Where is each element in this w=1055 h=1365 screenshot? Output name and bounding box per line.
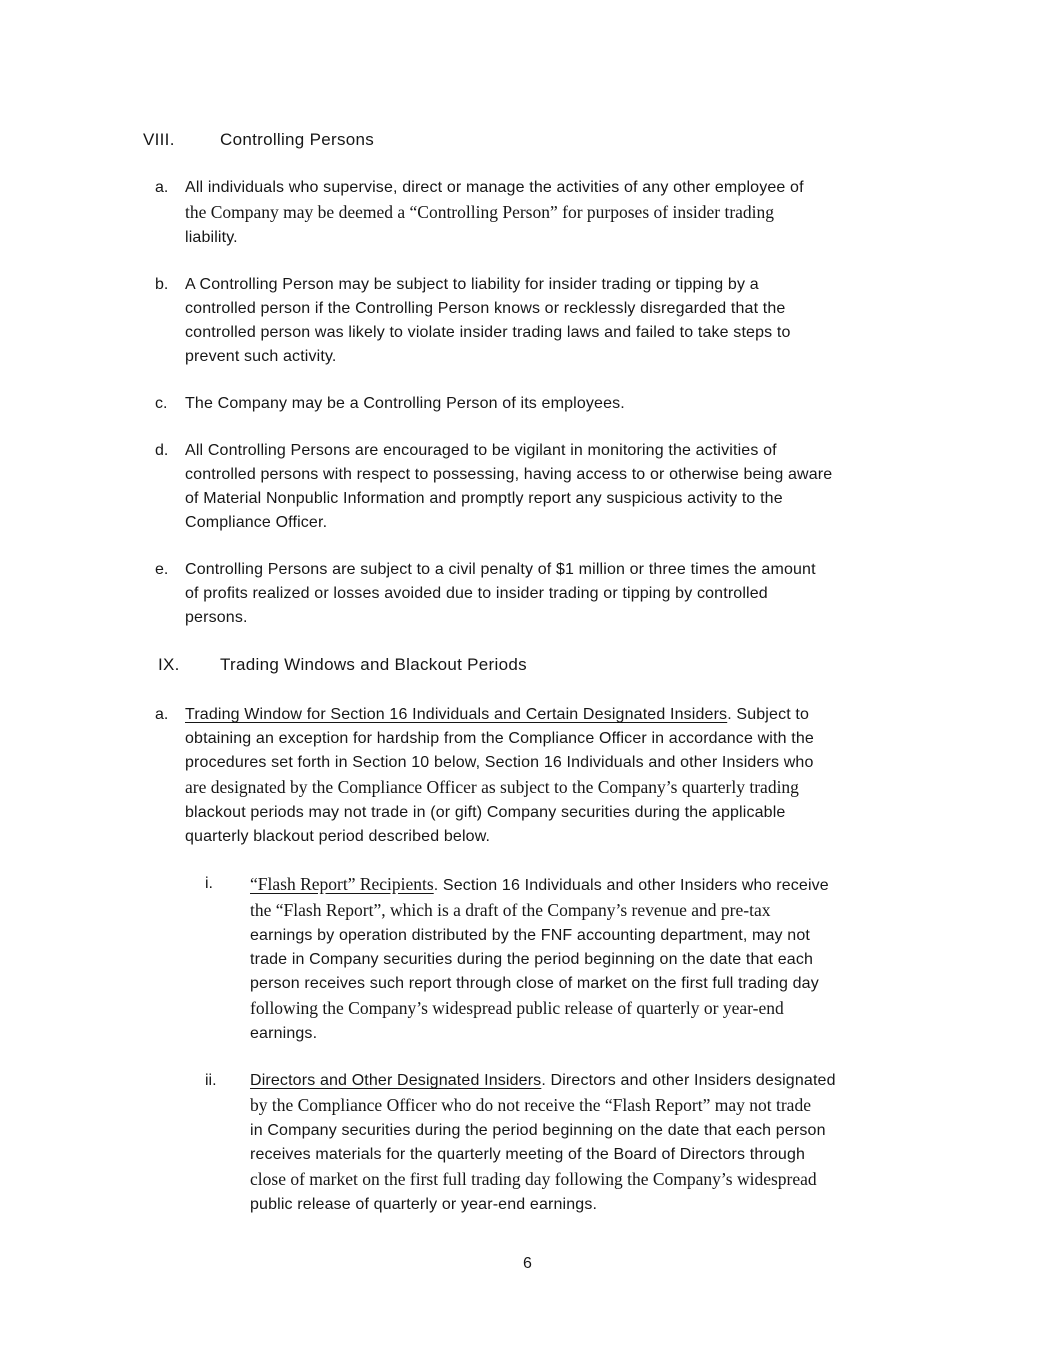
text-segment: quarterly blackout period described below. <box>185 828 491 845</box>
text-line <box>185 703 814 727</box>
text-segment: A Controlling Person may be subject to liability for insider trading or tipping by a <box>185 276 759 293</box>
item-text <box>185 176 804 250</box>
text-segment: public release of quarterly or year-end earnings. <box>250 1196 598 1213</box>
text-segment: close of market on the first full trading day following the Company’s widespread <box>250 1169 817 1189</box>
text-segment: receives materials for the quarterly meeting of the Board of Directors through <box>250 1146 806 1163</box>
item-text <box>185 392 625 416</box>
text-segment: Controlling Persons are subject to a civil penalty of $1 million or three times the amount <box>185 561 816 578</box>
text-line <box>185 801 814 825</box>
section-heading <box>0 653 1055 677</box>
section-title: Trading Windows and Blackout Periods <box>220 655 527 674</box>
text-segment: are designated by the Compliance Officer as subject to the Company’s quarterly trading <box>185 777 799 797</box>
text-line <box>185 321 791 345</box>
document-content <box>0 128 1055 1240</box>
text-line <box>250 1143 836 1167</box>
list-item <box>0 439 1055 535</box>
text-line <box>185 226 804 250</box>
text-line <box>185 606 816 630</box>
section-title: Controlling Persons <box>220 130 375 149</box>
text-segment: . Directors and other Insiders designated <box>541 1072 836 1089</box>
page-number: 6 <box>523 1255 532 1272</box>
text-segment: of profits realized or losses avoided due to insider trading or tipping by controlled <box>185 585 768 602</box>
text-segment: earnings. <box>250 1025 318 1042</box>
item-label: d. <box>155 442 169 459</box>
text-line <box>185 558 816 582</box>
text-line <box>185 273 791 297</box>
text-line <box>250 1093 836 1119</box>
text-segment: All individuals who supervise, direct or manage the activities of any other employee of <box>185 179 804 196</box>
text-line <box>185 176 804 200</box>
sub-list-item <box>0 1069 1055 1217</box>
text-segment: All Controlling Persons are encouraged to be vigilant in monitoring the activities of <box>185 442 777 459</box>
text-line <box>185 439 832 463</box>
text-segment: controlled person was likely to violate insider trading laws and failed to take steps to <box>185 324 791 341</box>
text-line <box>250 948 829 972</box>
text-line <box>250 924 829 948</box>
text-line <box>185 751 814 775</box>
text-segment: prevent such activity. <box>185 348 337 365</box>
text-line <box>185 727 814 751</box>
text-segment: in Company securities during the period beginning on the date that each person <box>250 1122 826 1139</box>
sub-item-label: i. <box>205 875 213 892</box>
item-text <box>185 558 816 630</box>
text-line <box>250 1193 836 1217</box>
underlined-text-segment: “Flash Report” Recipients <box>250 874 434 894</box>
sub-item-label: ii. <box>205 1072 217 1089</box>
text-segment: Compliance Officer. <box>185 514 328 531</box>
text-line <box>185 511 832 535</box>
list-item <box>0 558 1055 630</box>
underlined-text-segment: Trading Window for Section 16 Individuals and Certain Designated Insiders <box>185 706 728 723</box>
list-item <box>0 703 1055 849</box>
text-line <box>185 297 791 321</box>
section-numeral: VIII. <box>143 130 175 149</box>
item-label: b. <box>155 276 169 293</box>
text-segment: The Company may be a Controlling Person of its employees. <box>185 395 625 412</box>
text-segment: the Company may be deemed a “Controlling Person” for purposes of insider trading <box>185 202 775 222</box>
text-line <box>185 463 832 487</box>
text-segment: controlled person if the Controlling Person knows or recklessly disregarded that the <box>185 300 786 317</box>
text-segment: . Section 16 Individuals and other Insiders who receive <box>433 877 829 894</box>
text-line <box>185 825 814 849</box>
text-segment: of Material Nonpublic Information and promptly report any suspicious activity to the <box>185 490 783 507</box>
section-numeral: IX. <box>158 655 180 674</box>
text-segment: liability. <box>185 229 238 246</box>
text-line <box>185 487 832 511</box>
text-line <box>250 898 829 924</box>
text-line <box>250 1167 836 1193</box>
text-segment: controlled persons with respect to possessing, having access to or otherwise being aware <box>185 466 833 483</box>
text-segment: persons. <box>185 609 248 626</box>
sub-item-text <box>250 872 829 1046</box>
text-segment: by the Compliance Officer who do not receive the “Flash Report” may not trade <box>250 1095 811 1115</box>
section-heading <box>0 128 1055 152</box>
text-line <box>250 996 829 1022</box>
text-line <box>250 1069 836 1093</box>
text-line <box>185 392 625 416</box>
item-label: a. <box>155 706 169 723</box>
text-segment: the “Flash Report”, which is a draft of the Company’s revenue and pre-tax <box>250 900 771 920</box>
text-segment: trade in Company securities during the period beginning on the date that each <box>250 951 814 968</box>
text-line <box>185 345 791 369</box>
text-line <box>250 872 829 898</box>
text-segment: obtaining an exception for hardship from the Compliance Officer in accordance with the <box>185 730 814 747</box>
text-segment: person receives such report through close of market on the first full trading day <box>250 975 819 992</box>
text-segment: blackout periods may not trade in (or gift) Company securities during the applicable <box>185 804 786 821</box>
underlined-text-segment: Directors and Other Designated Insiders <box>250 1072 542 1089</box>
text-segment: following the Company’s widespread public release of quarterly or year-end <box>250 998 784 1018</box>
item-text <box>185 273 791 369</box>
text-line <box>250 1119 836 1143</box>
text-segment: . Subject to <box>727 706 810 723</box>
text-line <box>185 775 814 801</box>
text-line <box>250 1022 829 1046</box>
text-segment: procedures set forth in Section 10 below, Section 16 Individuals and other Insiders who <box>185 754 814 771</box>
text-segment: earnings by operation distributed by the FNF accounting department, may not <box>250 927 810 944</box>
list-item <box>0 392 1055 416</box>
list-item <box>0 273 1055 369</box>
item-text <box>185 703 814 849</box>
item-label: c. <box>155 395 168 412</box>
list-item <box>0 176 1055 250</box>
item-label: a. <box>155 179 169 196</box>
text-line <box>250 972 829 996</box>
sub-list-item <box>0 872 1055 1046</box>
item-label: e. <box>155 561 169 578</box>
text-line <box>185 200 804 226</box>
sub-item-text <box>250 1069 836 1217</box>
item-text <box>185 439 832 535</box>
text-line <box>185 582 816 606</box>
